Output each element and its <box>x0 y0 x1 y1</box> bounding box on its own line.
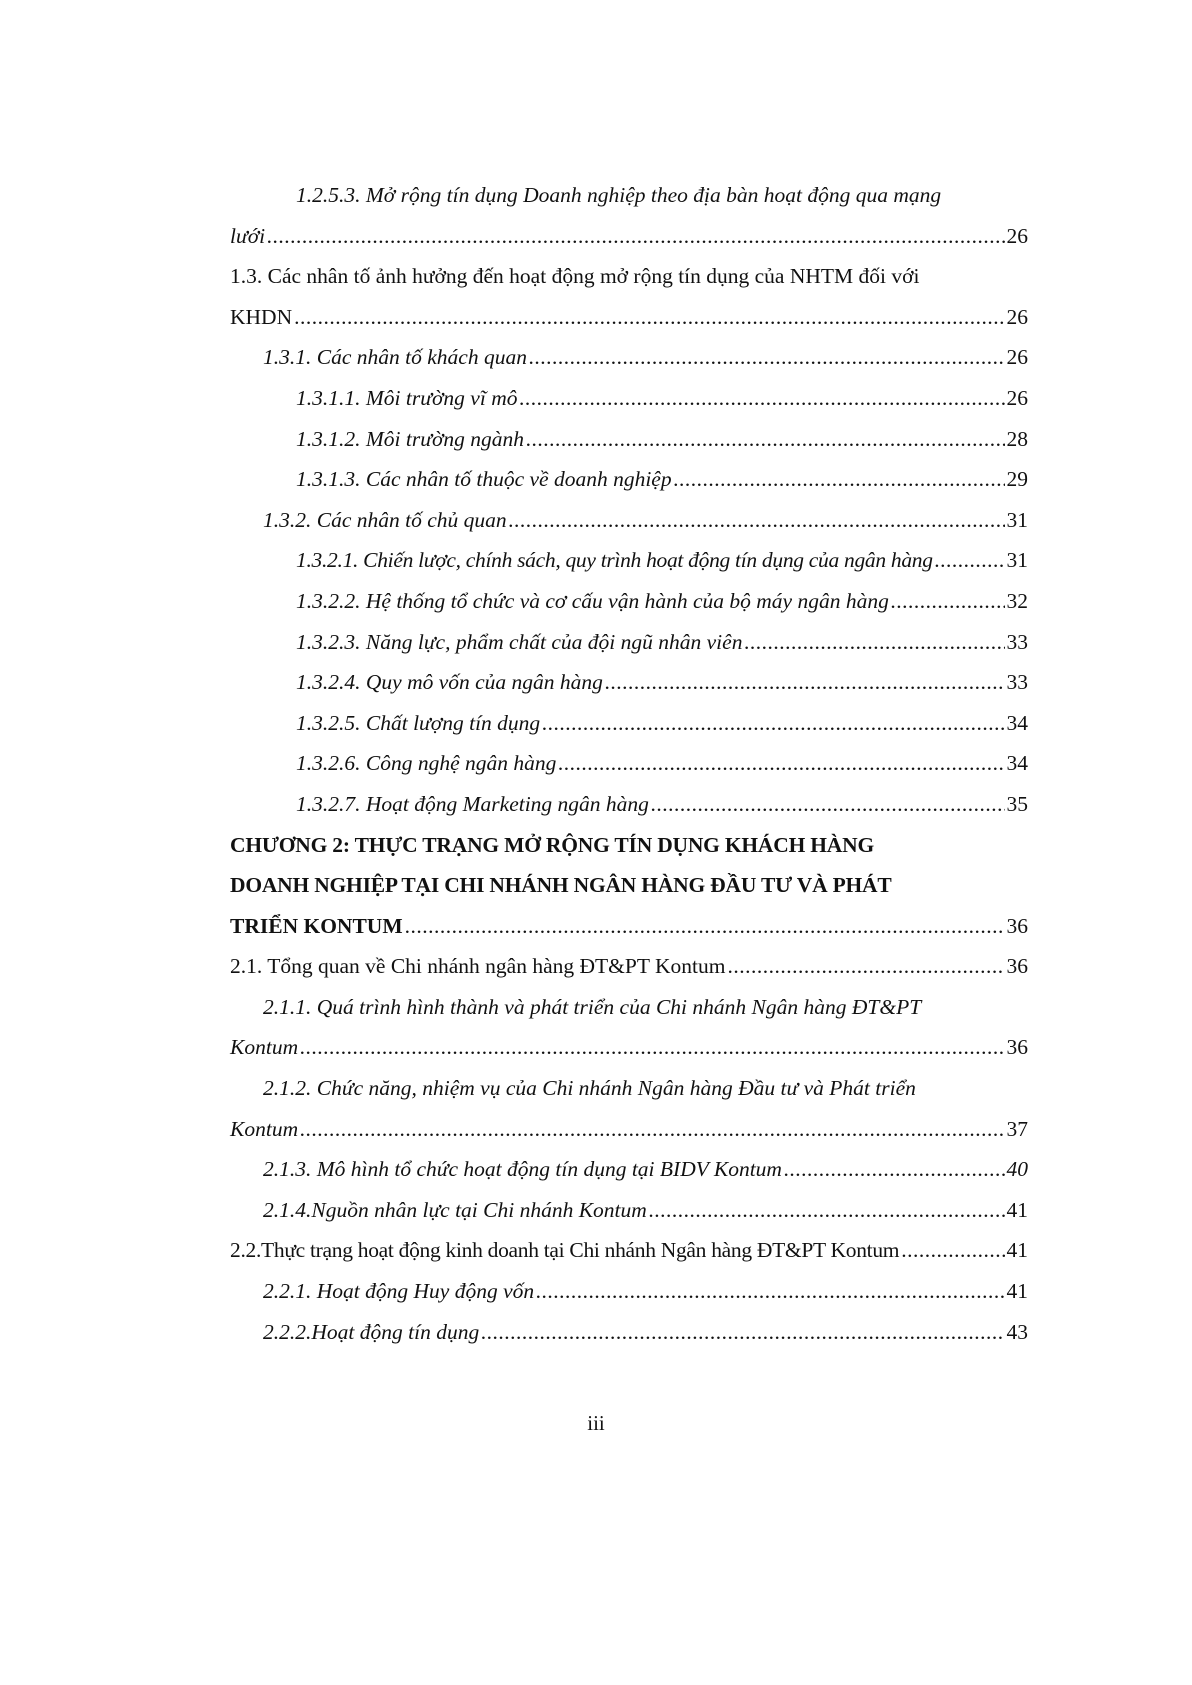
toc-page-number: 26 <box>1006 223 1028 248</box>
toc-entry-text: 1.3.2. Các nhân tố chủ quan <box>263 507 507 532</box>
toc-page-number: 37 <box>1006 1116 1028 1141</box>
toc-entry-text: 1.3.2.6. Công nghệ ngân hàng <box>296 751 557 776</box>
toc-entry-1-3-2-6[interactable] <box>230 743 1028 784</box>
toc-entry-2-2-2[interactable] <box>230 1312 1028 1353</box>
toc-entry-1-3-1[interactable] <box>230 337 1028 378</box>
dot-leader <box>294 297 1004 338</box>
toc-entry-text: 1.3.2.4. Quy mô vốn của ngân hàng <box>296 670 603 695</box>
dot-leader <box>891 581 1005 622</box>
toc-entry-text: 2.2.Thực trạng hoạt động kinh doanh tại Chi nhánh Ngân hàng ĐT&PT Kontum <box>230 1238 900 1263</box>
toc-entry-1-3-2-3[interactable] <box>230 622 1028 663</box>
dot-leader <box>558 743 1004 784</box>
toc-page-number: 31 <box>1006 548 1028 573</box>
toc-page-number: 41 <box>1006 1238 1028 1263</box>
toc-page-number: 28 <box>1006 426 1028 451</box>
toc-entry-text: 1.3.2.3. Năng lực, phẩm chất của đội ngũ nhân viên <box>296 629 743 654</box>
dot-leader <box>542 703 1004 744</box>
toc-entry-2-1[interactable] <box>230 946 1028 987</box>
toc-page-number: 29 <box>1006 467 1028 492</box>
dot-leader <box>605 662 1005 703</box>
toc-page-number: 26 <box>1006 304 1028 329</box>
toc-entry-1-3-1-3[interactable] <box>230 459 1028 500</box>
dot-leader <box>267 216 1004 257</box>
toc-entry-1-3-2-5[interactable] <box>230 703 1028 744</box>
page-number: iii <box>587 1411 605 1435</box>
dot-leader <box>300 1027 1004 1068</box>
toc-entry-text: 1.3.2.7. Hoạt động Marketing ngân hàng <box>296 791 649 816</box>
toc-entry-text: 1.3.1.2. Môi trường ngành <box>296 426 525 451</box>
toc-entry-1-3-2-4[interactable] <box>230 662 1028 703</box>
dot-leader <box>784 1149 1005 1190</box>
toc-entry-1-2-5-3[interactable] <box>230 175 1028 256</box>
toc-entry-text: 1.3.1.1. Môi trường vĩ mô <box>296 385 518 410</box>
dot-leader <box>744 622 1004 663</box>
dot-leader <box>529 337 1005 378</box>
dot-leader <box>519 378 1004 419</box>
toc-entry-text: 2.1.2. Chức năng, nhiệm vụ của Chi nhánh Ngân hàng Đầu tư và Phát triển <box>263 1076 916 1101</box>
toc-entry-1-3-2-1[interactable] <box>230 540 1028 581</box>
toc-page-number: 35 <box>1006 791 1028 816</box>
toc-entry-chapter-2[interactable] <box>230 825 1028 947</box>
toc-page-number: 32 <box>1006 588 1028 613</box>
toc-entry-1-3-1-2[interactable] <box>230 419 1028 460</box>
toc-page-number: 40 <box>1006 1157 1028 1182</box>
toc-entry-1-3-2-7[interactable] <box>230 784 1028 825</box>
toc-entry-1-3-1-1[interactable] <box>230 378 1028 419</box>
toc-page-number: 36 <box>1006 913 1028 938</box>
toc-entry-2-1-2[interactable] <box>230 1068 1028 1149</box>
dot-leader <box>536 1271 1004 1312</box>
toc-page-number: 43 <box>1006 1319 1028 1344</box>
toc-entry-text: 2.1.1. Quá trình hình thành và phát triển của Chi nhánh Ngân hàng ĐT&PT <box>263 994 922 1019</box>
toc-entry-2-1-1[interactable] <box>230 987 1028 1068</box>
toc-entry-text: 1.3.1.3. Các nhân tố thuộc về doanh nghiệp <box>296 467 672 492</box>
toc-page-number: 33 <box>1006 629 1028 654</box>
toc-page-number: 41 <box>1006 1197 1028 1222</box>
toc-page-number: 31 <box>1006 507 1028 532</box>
table-of-contents <box>230 175 1028 1352</box>
toc-page-number: 41 <box>1006 1279 1028 1304</box>
toc-page-number: 34 <box>1006 751 1028 776</box>
toc-entry-2-1-4[interactable] <box>230 1190 1028 1231</box>
toc-entry-1-3[interactable] <box>230 256 1028 337</box>
toc-entry-text: 1.3.2.5. Chất lượng tín dụng <box>296 710 541 735</box>
dot-leader <box>649 1190 1005 1231</box>
toc-entry-text: 2.1. Tổng quan về Chi nhánh ngân hàng ĐT&PT Kontum <box>230 954 726 979</box>
toc-entry-text: 1.3.2.2. Hệ thống tổ chức và cơ cấu vận hành của bộ máy ngân hàng <box>296 588 889 613</box>
toc-entry-text-cont: Kontum <box>230 1116 299 1141</box>
dot-leader <box>405 906 1005 947</box>
toc-entry-text-cont: Kontum <box>230 1035 299 1060</box>
toc-entry-text: 2.1.4.Nguồn nhân lực tại Chi nhánh Kontum <box>263 1197 647 1222</box>
dot-leader <box>300 1109 1004 1150</box>
dot-leader <box>674 459 1005 500</box>
toc-entry-text: 2.2.1. Hoạt động Huy động vốn <box>263 1279 535 1304</box>
toc-entry-2-2-1[interactable] <box>230 1271 1028 1312</box>
toc-entry-text: 2.2.2.Hoạt động tín dụng <box>263 1319 480 1344</box>
toc-entry-text: 2.1.3. Mô hình tổ chức hoạt động tín dụng tại BIDV Kontum <box>263 1157 782 1182</box>
toc-page-number: 36 <box>1006 1035 1028 1060</box>
toc-entry-2-2[interactable] <box>230 1230 1028 1271</box>
toc-page-number: 26 <box>1006 345 1028 370</box>
toc-entry-text-cont: lưới <box>230 223 266 248</box>
dot-leader <box>651 784 1005 825</box>
toc-entry-2-1-3[interactable] <box>230 1149 1028 1190</box>
dot-leader <box>526 419 1004 460</box>
dot-leader <box>727 946 1004 987</box>
toc-page-number: 26 <box>1006 385 1028 410</box>
dot-leader <box>481 1312 1004 1353</box>
toc-entry-1-3-2-2[interactable] <box>230 581 1028 622</box>
toc-entry-1-3-2[interactable] <box>230 500 1028 541</box>
toc-page-number: 34 <box>1006 710 1028 735</box>
toc-entry-text: 1.3.1. Các nhân tố khách quan <box>263 345 527 370</box>
toc-page-number: 36 <box>1006 954 1028 979</box>
toc-entry-text-cont: KHDN <box>230 304 293 329</box>
toc-page-number: 33 <box>1006 670 1028 695</box>
dot-leader <box>509 500 1005 541</box>
toc-entry-text: 1.3. Các nhân tố ảnh hưởng đến hoạt động mở rộng tín dụng của NHTM đối với <box>230 264 920 289</box>
chapter-title-line: DOANH NGHIỆP TẠI CHI NHÁNH NGÂN HÀNG ĐẦU TƯ VÀ PHÁT <box>230 873 892 898</box>
chapter-title-line: CHƯƠNG 2: THỰC TRẠNG MỞ RỘNG TÍN DỤNG KHÁCH HÀNG <box>230 832 874 857</box>
dot-leader <box>935 540 1005 581</box>
toc-entry-text: 1.3.2.1. Chiến lược, chính sách, quy trình hoạt động tín dụng của ngân hàng <box>296 548 933 573</box>
chapter-title-line: TRIỂN KONTUM <box>230 913 403 938</box>
dot-leader <box>901 1230 1004 1271</box>
toc-entry-text: 1.2.5.3. Mở rộng tín dụng Doanh nghiệp theo địa bàn hoạt động qua mạng <box>296 183 942 207</box>
